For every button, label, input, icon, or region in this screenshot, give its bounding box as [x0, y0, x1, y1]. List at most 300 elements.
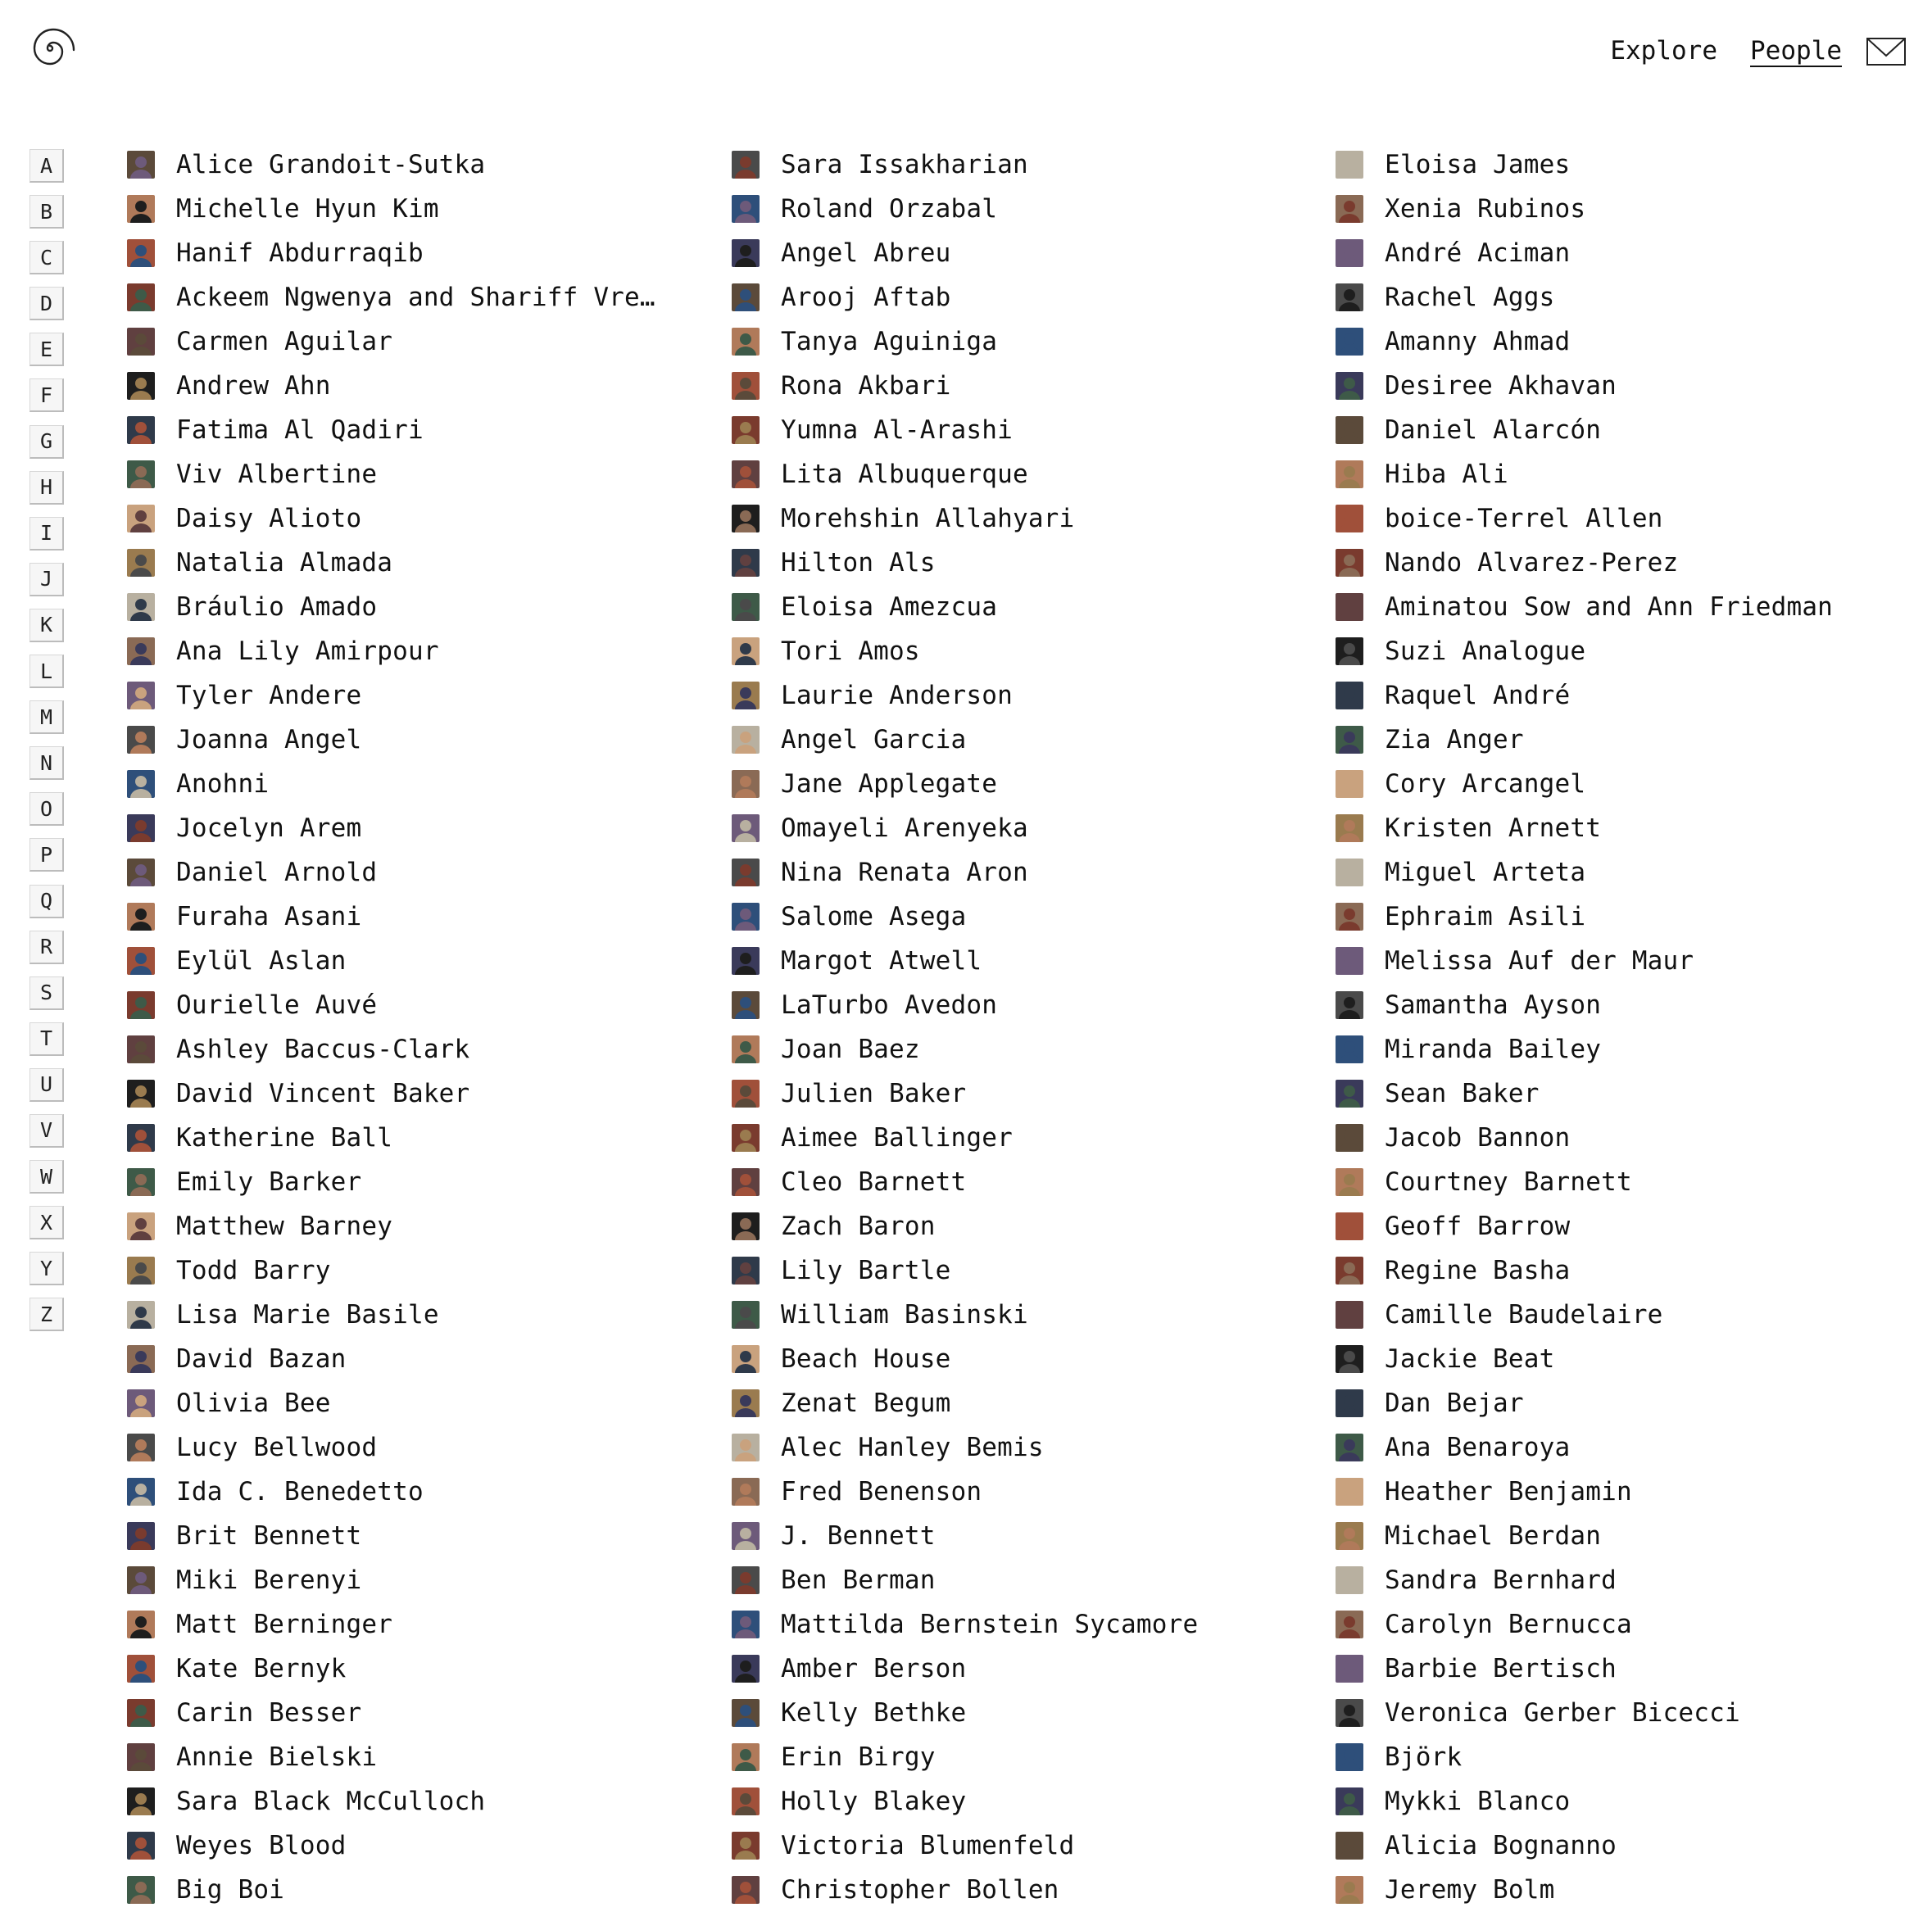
person-name[interactable]: Laurie Anderson [781, 681, 1013, 710]
person-row[interactable] [1336, 1293, 1909, 1337]
person-row[interactable] [1336, 1824, 1909, 1868]
person-row[interactable] [127, 452, 701, 496]
person-name[interactable]: Sean Baker [1385, 1079, 1540, 1108]
person-row[interactable] [127, 718, 701, 762]
person-row[interactable] [1336, 585, 1909, 629]
avatar [1336, 1566, 1363, 1594]
person-name[interactable]: Big Boi [176, 1875, 285, 1905]
alphabet-link-a[interactable]: A [29, 149, 64, 183]
person-row[interactable] [127, 1381, 701, 1425]
person-name[interactable]: Eloisa Amezcua [781, 592, 998, 622]
person-name[interactable]: Zia Anger [1385, 725, 1524, 754]
person-row[interactable] [127, 231, 701, 275]
avatar [732, 1611, 760, 1638]
person-row[interactable] [1336, 1337, 1909, 1381]
person-row[interactable] [732, 629, 1305, 673]
person-row[interactable] [732, 762, 1305, 806]
person-row[interactable] [732, 1868, 1305, 1912]
person-name[interactable]: Suzi Analogue [1385, 637, 1586, 666]
person-row[interactable] [127, 408, 701, 452]
person-row[interactable] [1336, 187, 1909, 231]
avatar [1336, 903, 1363, 931]
person-name[interactable]: Carin Besser [176, 1698, 362, 1728]
person-name[interactable]: Amber Berson [781, 1654, 967, 1683]
person-row[interactable] [732, 983, 1305, 1027]
person-name[interactable]: Ida C. Benedetto [176, 1477, 424, 1506]
alphabet-link-y[interactable]: Y [29, 1252, 64, 1285]
person-row[interactable] [1336, 1027, 1909, 1072]
person-row[interactable] [732, 850, 1305, 895]
person-row[interactable] [127, 364, 701, 408]
person-name[interactable]: David Vincent Baker [176, 1079, 470, 1108]
nav-people[interactable]: People [1750, 36, 1842, 66]
alphabet-link-d[interactable]: D [29, 287, 64, 320]
alphabet-link-p[interactable]: P [29, 838, 64, 872]
person-name[interactable]: Ourielle Auvé [176, 990, 378, 1020]
person-name[interactable]: Lita Albuquerque [781, 460, 1028, 489]
person-row[interactable] [732, 1425, 1305, 1470]
person-row[interactable] [732, 1381, 1305, 1425]
person-name[interactable]: Ashley Baccus-Clark [176, 1035, 470, 1064]
person-name[interactable]: Tanya Aguiniga [781, 327, 998, 356]
person-row[interactable] [732, 1779, 1305, 1824]
person-row[interactable] [732, 718, 1305, 762]
person-name[interactable]: Christopher Bollen [781, 1875, 1059, 1905]
alphabet-link-x[interactable]: X [29, 1206, 64, 1239]
person-row[interactable] [127, 939, 701, 983]
person-name[interactable]: Aminatou Sow and Ann Friedman [1385, 592, 1834, 622]
person-name[interactable]: Daniel Alarcón [1385, 415, 1602, 445]
person-name[interactable]: Barbie Bertisch [1385, 1654, 1617, 1683]
alphabet-link-n[interactable]: N [29, 746, 64, 780]
person-name[interactable]: Fred Benenson [781, 1477, 982, 1506]
avatar [127, 1212, 155, 1240]
person-row[interactable] [1336, 1868, 1909, 1912]
person-name[interactable]: Ephraim Asili [1385, 902, 1586, 931]
person-row[interactable] [127, 1735, 701, 1779]
person-name[interactable]: Julien Baker [781, 1079, 967, 1108]
person-row[interactable] [732, 585, 1305, 629]
person-name[interactable]: Angel Abreu [781, 238, 951, 268]
person-name[interactable]: Mattilda Bernstein Sycamore [781, 1610, 1199, 1639]
person-name[interactable]: Nina Renata Aron [781, 858, 1028, 887]
alphabet-link-o[interactable]: O [29, 792, 64, 826]
person-row[interactable] [127, 1425, 701, 1470]
avatar [127, 1655, 155, 1683]
person-name[interactable]: Raquel André [1385, 681, 1571, 710]
person-name[interactable]: Olivia Bee [176, 1389, 331, 1418]
person-name[interactable]: Dan Bejar [1385, 1389, 1524, 1418]
person-row[interactable] [732, 1027, 1305, 1072]
person-name[interactable]: Sandra Bernhard [1385, 1565, 1617, 1595]
person-row[interactable] [732, 1293, 1305, 1337]
person-name[interactable]: Kristen Arnett [1385, 813, 1602, 843]
person-name[interactable]: Ana Benaroya [1385, 1433, 1571, 1462]
person-name[interactable]: Zenat Begum [781, 1389, 951, 1418]
person-name[interactable]: Miki Berenyi [176, 1565, 362, 1595]
person-row[interactable] [127, 1779, 701, 1824]
avatar [732, 593, 760, 621]
person-name[interactable]: Rona Akbari [781, 371, 951, 401]
person-name[interactable]: Viv Albertine [176, 460, 378, 489]
envelope-icon[interactable] [1866, 38, 1906, 66]
alphabet-link-e[interactable]: E [29, 333, 64, 366]
person-row[interactable] [1336, 364, 1909, 408]
person-row[interactable] [1336, 408, 1909, 452]
avatar [1336, 1699, 1363, 1727]
avatar [1336, 1080, 1363, 1108]
avatar [127, 1787, 155, 1815]
person-row[interactable] [1336, 452, 1909, 496]
person-row[interactable] [127, 585, 701, 629]
person-name[interactable]: Ana Lily Amirpour [176, 637, 439, 666]
person-name[interactable]: Daisy Alioto [176, 504, 362, 533]
person-row[interactable] [732, 275, 1305, 319]
spiral-logo-icon[interactable] [23, 21, 77, 75]
person-row[interactable] [1336, 983, 1909, 1027]
person-name[interactable]: Angel Garcia [781, 725, 967, 754]
person-row[interactable] [127, 1824, 701, 1868]
person-name[interactable]: Cory Arcangel [1385, 769, 1586, 799]
person-row[interactable] [1336, 1558, 1909, 1602]
person-row[interactable] [127, 1470, 701, 1514]
person-row[interactable] [1336, 275, 1909, 319]
person-row[interactable] [127, 1027, 701, 1072]
person-name[interactable]: Ackeem Ngwenya and Shariff Vre… [176, 283, 655, 312]
person-name[interactable]: Andrew Ahn [176, 371, 331, 401]
person-name[interactable]: Matthew Barney [176, 1212, 393, 1241]
person-name[interactable]: Geoff Barrow [1385, 1212, 1571, 1241]
person-name[interactable]: Daniel Arnold [176, 858, 378, 887]
avatar [1336, 1257, 1363, 1284]
person-name[interactable]: Samantha Ayson [1385, 990, 1602, 1020]
person-row[interactable] [1336, 541, 1909, 585]
person-name[interactable]: Eylül Aslan [176, 946, 347, 976]
person-name[interactable]: Alice Grandoit-Sutka [176, 150, 486, 179]
person-row[interactable] [127, 1248, 701, 1293]
person-row[interactable] [1336, 1514, 1909, 1558]
avatar [127, 1743, 155, 1771]
person-row[interactable] [732, 1470, 1305, 1514]
person-row[interactable] [1336, 1425, 1909, 1470]
person-name[interactable]: Carmen Aguilar [176, 327, 393, 356]
avatar [1336, 1611, 1363, 1638]
person-name[interactable]: Lucy Bellwood [176, 1433, 378, 1462]
person-name[interactable]: Omayeli Arenyeka [781, 813, 1028, 843]
person-name[interactable]: Fatima Al Qadiri [176, 415, 424, 445]
person-row[interactable] [732, 1337, 1305, 1381]
person-name[interactable]: Morehshin Allahyari [781, 504, 1075, 533]
person-name[interactable]: Hanif Abdurraqib [176, 238, 424, 268]
avatar [732, 416, 760, 444]
person-row[interactable] [732, 1602, 1305, 1647]
person-row[interactable] [127, 1691, 701, 1735]
person-name[interactable]: Michael Berdan [1385, 1521, 1602, 1551]
person-row[interactable] [1336, 143, 1909, 187]
person-row[interactable] [1336, 1647, 1909, 1691]
person-name[interactable]: Rachel Aggs [1385, 283, 1555, 312]
alphabet-link-v[interactable]: V [29, 1114, 64, 1148]
alphabet-link-l[interactable]: L [29, 655, 64, 688]
alphabet-link-w[interactable]: W [29, 1160, 64, 1194]
alphabet-link-g[interactable]: G [29, 425, 64, 459]
person-name[interactable]: Bráulio Amado [176, 592, 378, 622]
avatar [732, 637, 760, 665]
person-row[interactable] [1336, 231, 1909, 275]
person-row[interactable] [732, 895, 1305, 939]
person-row[interactable] [732, 1204, 1305, 1248]
avatar [127, 1301, 155, 1329]
avatar [732, 549, 760, 577]
avatar [127, 505, 155, 532]
person-row[interactable] [1336, 939, 1909, 983]
person-name[interactable]: Cleo Barnett [781, 1167, 967, 1197]
person-row[interactable] [127, 275, 701, 319]
avatar [127, 416, 155, 444]
person-row[interactable] [127, 1160, 701, 1204]
person-name[interactable]: Mykki Blanco [1385, 1787, 1571, 1816]
person-name[interactable]: Yumna Al-Arashi [781, 415, 1013, 445]
alphabet-link-q[interactable]: Q [29, 885, 64, 918]
person-row[interactable] [732, 1160, 1305, 1204]
person-name[interactable]: Jane Applegate [781, 769, 998, 799]
avatar [127, 1832, 155, 1860]
person-name[interactable]: Sara Black McCulloch [176, 1787, 486, 1816]
person-name[interactable]: Xenia Rubinos [1385, 194, 1586, 224]
person-name[interactable]: Lily Bartle [781, 1256, 951, 1285]
person-name[interactable]: Jacob Bannon [1385, 1123, 1571, 1153]
person-name[interactable]: Arooj Aftab [781, 283, 951, 312]
person-row[interactable] [732, 1824, 1305, 1868]
person-name[interactable]: LaTurbo Avedon [781, 990, 998, 1020]
alphabet-link-t[interactable]: T [29, 1022, 64, 1056]
person-name[interactable]: Nando Alvarez-Perez [1385, 548, 1679, 578]
person-name[interactable]: boice-Terrel Allen [1385, 504, 1663, 533]
person-name[interactable]: William Basinski [781, 1300, 1028, 1330]
alphabet-link-z[interactable]: Z [29, 1298, 64, 1331]
person-row[interactable] [1336, 1116, 1909, 1160]
alphabet-link-b[interactable]: B [29, 195, 64, 229]
avatar [127, 1434, 155, 1461]
person-name[interactable]: David Bazan [176, 1344, 347, 1374]
person-name[interactable]: Beach House [781, 1344, 951, 1374]
person-row[interactable] [1336, 1735, 1909, 1779]
person-row[interactable] [732, 1735, 1305, 1779]
alphabet-link-m[interactable]: M [29, 700, 64, 734]
person-row[interactable] [1336, 673, 1909, 718]
person-row[interactable] [1336, 762, 1909, 806]
person-row[interactable] [127, 319, 701, 364]
person-name[interactable]: Carolyn Bernucca [1385, 1610, 1632, 1639]
person-name[interactable]: Tyler Andere [176, 681, 362, 710]
person-name[interactable]: Jeremy Bolm [1385, 1875, 1555, 1905]
alphabet-link-k[interactable]: K [29, 609, 64, 642]
person-row[interactable] [1336, 1072, 1909, 1116]
avatar [732, 1389, 760, 1417]
person-row[interactable] [127, 1868, 701, 1912]
nav-explore[interactable]: Explore [1610, 36, 1718, 66]
person-row[interactable] [127, 806, 701, 850]
avatar [732, 1832, 760, 1860]
person-row[interactable] [1336, 496, 1909, 541]
alphabet-link-s[interactable]: S [29, 976, 64, 1010]
person-row[interactable] [1336, 1248, 1909, 1293]
person-name[interactable]: Lisa Marie Basile [176, 1300, 439, 1330]
person-row[interactable] [1336, 1602, 1909, 1647]
person-name[interactable]: Brit Bennett [176, 1521, 362, 1551]
alphabet-link-u[interactable]: U [29, 1068, 64, 1102]
person-name[interactable]: Weyes Blood [176, 1831, 347, 1860]
person-row[interactable] [127, 143, 701, 187]
person-name[interactable]: Erin Birgy [781, 1742, 936, 1772]
person-row[interactable] [732, 143, 1305, 187]
person-row[interactable] [127, 762, 701, 806]
person-name[interactable]: Eloisa James [1385, 150, 1571, 179]
person-name[interactable]: Emily Barker [176, 1167, 362, 1197]
person-row[interactable] [732, 452, 1305, 496]
person-row[interactable] [127, 895, 701, 939]
person-row[interactable] [1336, 718, 1909, 762]
person-row[interactable] [732, 319, 1305, 364]
person-name[interactable]: Amanny Ahmad [1385, 327, 1571, 356]
person-row[interactable] [127, 850, 701, 895]
person-row[interactable] [1336, 850, 1909, 895]
person-row[interactable] [1336, 895, 1909, 939]
person-name[interactable]: Alicia Bognanno [1385, 1831, 1617, 1860]
person-name[interactable]: Sara Issakharian [781, 150, 1028, 179]
person-row[interactable] [1336, 806, 1909, 850]
person-row[interactable] [732, 187, 1305, 231]
person-name[interactable]: Hilton Als [781, 548, 936, 578]
alphabet-link-j[interactable]: J [29, 563, 64, 596]
person-row[interactable] [732, 408, 1305, 452]
person-name[interactable]: Furaha Asani [176, 902, 362, 931]
person-name[interactable]: Hiba Ali [1385, 460, 1508, 489]
person-row[interactable] [127, 1602, 701, 1647]
person-row[interactable] [732, 1072, 1305, 1116]
person-name[interactable]: André Aciman [1385, 238, 1571, 268]
person-row[interactable] [1336, 629, 1909, 673]
person-row[interactable] [1336, 1381, 1909, 1425]
person-name[interactable]: Heather Benjamin [1385, 1477, 1632, 1506]
person-row[interactable] [732, 231, 1305, 275]
person-row[interactable] [127, 1337, 701, 1381]
person-row[interactable] [732, 364, 1305, 408]
person-row[interactable] [732, 1514, 1305, 1558]
person-row[interactable] [127, 541, 701, 585]
person-row[interactable] [732, 1691, 1305, 1735]
person-name[interactable]: Miguel Arteta [1385, 858, 1586, 887]
person-row[interactable] [127, 1116, 701, 1160]
avatar [1336, 1345, 1363, 1373]
person-row[interactable] [127, 1514, 701, 1558]
person-row[interactable] [127, 1647, 701, 1691]
person-name[interactable]: Joan Baez [781, 1035, 920, 1064]
person-name[interactable]: Desiree Akhavan [1385, 371, 1617, 401]
alphabet-link-f[interactable]: F [29, 378, 64, 412]
person-name[interactable]: Regine Basha [1385, 1256, 1571, 1285]
person-name[interactable]: Victoria Blumenfeld [781, 1831, 1075, 1860]
person-row[interactable] [732, 1647, 1305, 1691]
person-name[interactable]: Camille Baudelaire [1385, 1300, 1663, 1330]
alphabet-link-i[interactable]: I [29, 517, 64, 550]
avatar [127, 1876, 155, 1904]
person-row[interactable] [127, 673, 701, 718]
person-name[interactable]: Alec Hanley Bemis [781, 1433, 1044, 1462]
person-row[interactable] [1336, 1160, 1909, 1204]
person-row[interactable] [732, 939, 1305, 983]
person-name[interactable]: Roland Orzabal [781, 194, 998, 224]
person-name[interactable]: Miranda Bailey [1385, 1035, 1602, 1064]
person-name[interactable]: Björk [1385, 1742, 1463, 1772]
person-row[interactable] [127, 629, 701, 673]
person-name[interactable]: Kate Bernyk [176, 1654, 347, 1683]
person-name[interactable]: Katherine Ball [176, 1123, 393, 1153]
alphabet-link-h[interactable]: H [29, 471, 64, 505]
person-row[interactable] [127, 983, 701, 1027]
person-row[interactable] [127, 1072, 701, 1116]
person-row[interactable] [127, 187, 701, 231]
person-name[interactable]: Annie Bielski [176, 1742, 378, 1772]
person-row[interactable] [1336, 1470, 1909, 1514]
avatar [732, 1124, 760, 1152]
person-name[interactable]: Margot Atwell [781, 946, 982, 976]
person-name[interactable]: Salome Asega [781, 902, 967, 931]
person-row[interactable] [1336, 1204, 1909, 1248]
person-name[interactable]: J. Bennett [781, 1521, 936, 1551]
person-name[interactable]: Aimee Ballinger [781, 1123, 1013, 1153]
person-name[interactable]: Kelly Bethke [781, 1698, 967, 1728]
person-name[interactable]: Holly Blakey [781, 1787, 967, 1816]
person-row[interactable] [127, 496, 701, 541]
person-row[interactable] [732, 496, 1305, 541]
person-row[interactable] [732, 673, 1305, 718]
person-row[interactable] [127, 1204, 701, 1248]
person-name[interactable]: Jackie Beat [1385, 1344, 1555, 1374]
person-row[interactable] [732, 1248, 1305, 1293]
person-row[interactable] [1336, 1779, 1909, 1824]
person-name[interactable]: Melissa Auf der Maur [1385, 946, 1694, 976]
person-name[interactable]: Jocelyn Arem [176, 813, 362, 843]
person-name[interactable]: Ben Berman [781, 1565, 936, 1595]
person-name[interactable]: Tori Amos [781, 637, 920, 666]
person-row[interactable] [127, 1558, 701, 1602]
avatar [1336, 637, 1363, 665]
alphabet-link-r[interactable]: R [29, 931, 64, 964]
person-row[interactable] [732, 1558, 1305, 1602]
person-name[interactable]: Courtney Barnett [1385, 1167, 1632, 1197]
person-row[interactable] [732, 541, 1305, 585]
person-name[interactable]: Natalia Almada [176, 548, 393, 578]
person-row[interactable] [732, 806, 1305, 850]
person-name[interactable]: Anohni [176, 769, 270, 799]
person-name[interactable]: Todd Barry [176, 1256, 331, 1285]
person-name[interactable]: Veronica Gerber Bicecci [1385, 1698, 1740, 1728]
person-name[interactable]: Zach Baron [781, 1212, 936, 1241]
person-name[interactable]: Michelle Hyun Kim [176, 194, 439, 224]
avatar [1336, 239, 1363, 267]
avatar [127, 283, 155, 311]
avatar [732, 1345, 760, 1373]
person-name[interactable]: Matt Berninger [176, 1610, 393, 1639]
person-row[interactable] [1336, 1691, 1909, 1735]
person-row[interactable] [1336, 319, 1909, 364]
person-row[interactable] [732, 1116, 1305, 1160]
alphabet-link-c[interactable]: C [29, 241, 64, 274]
avatar [127, 726, 155, 754]
person-row[interactable] [127, 1293, 701, 1337]
person-name[interactable]: Joanna Angel [176, 725, 362, 754]
